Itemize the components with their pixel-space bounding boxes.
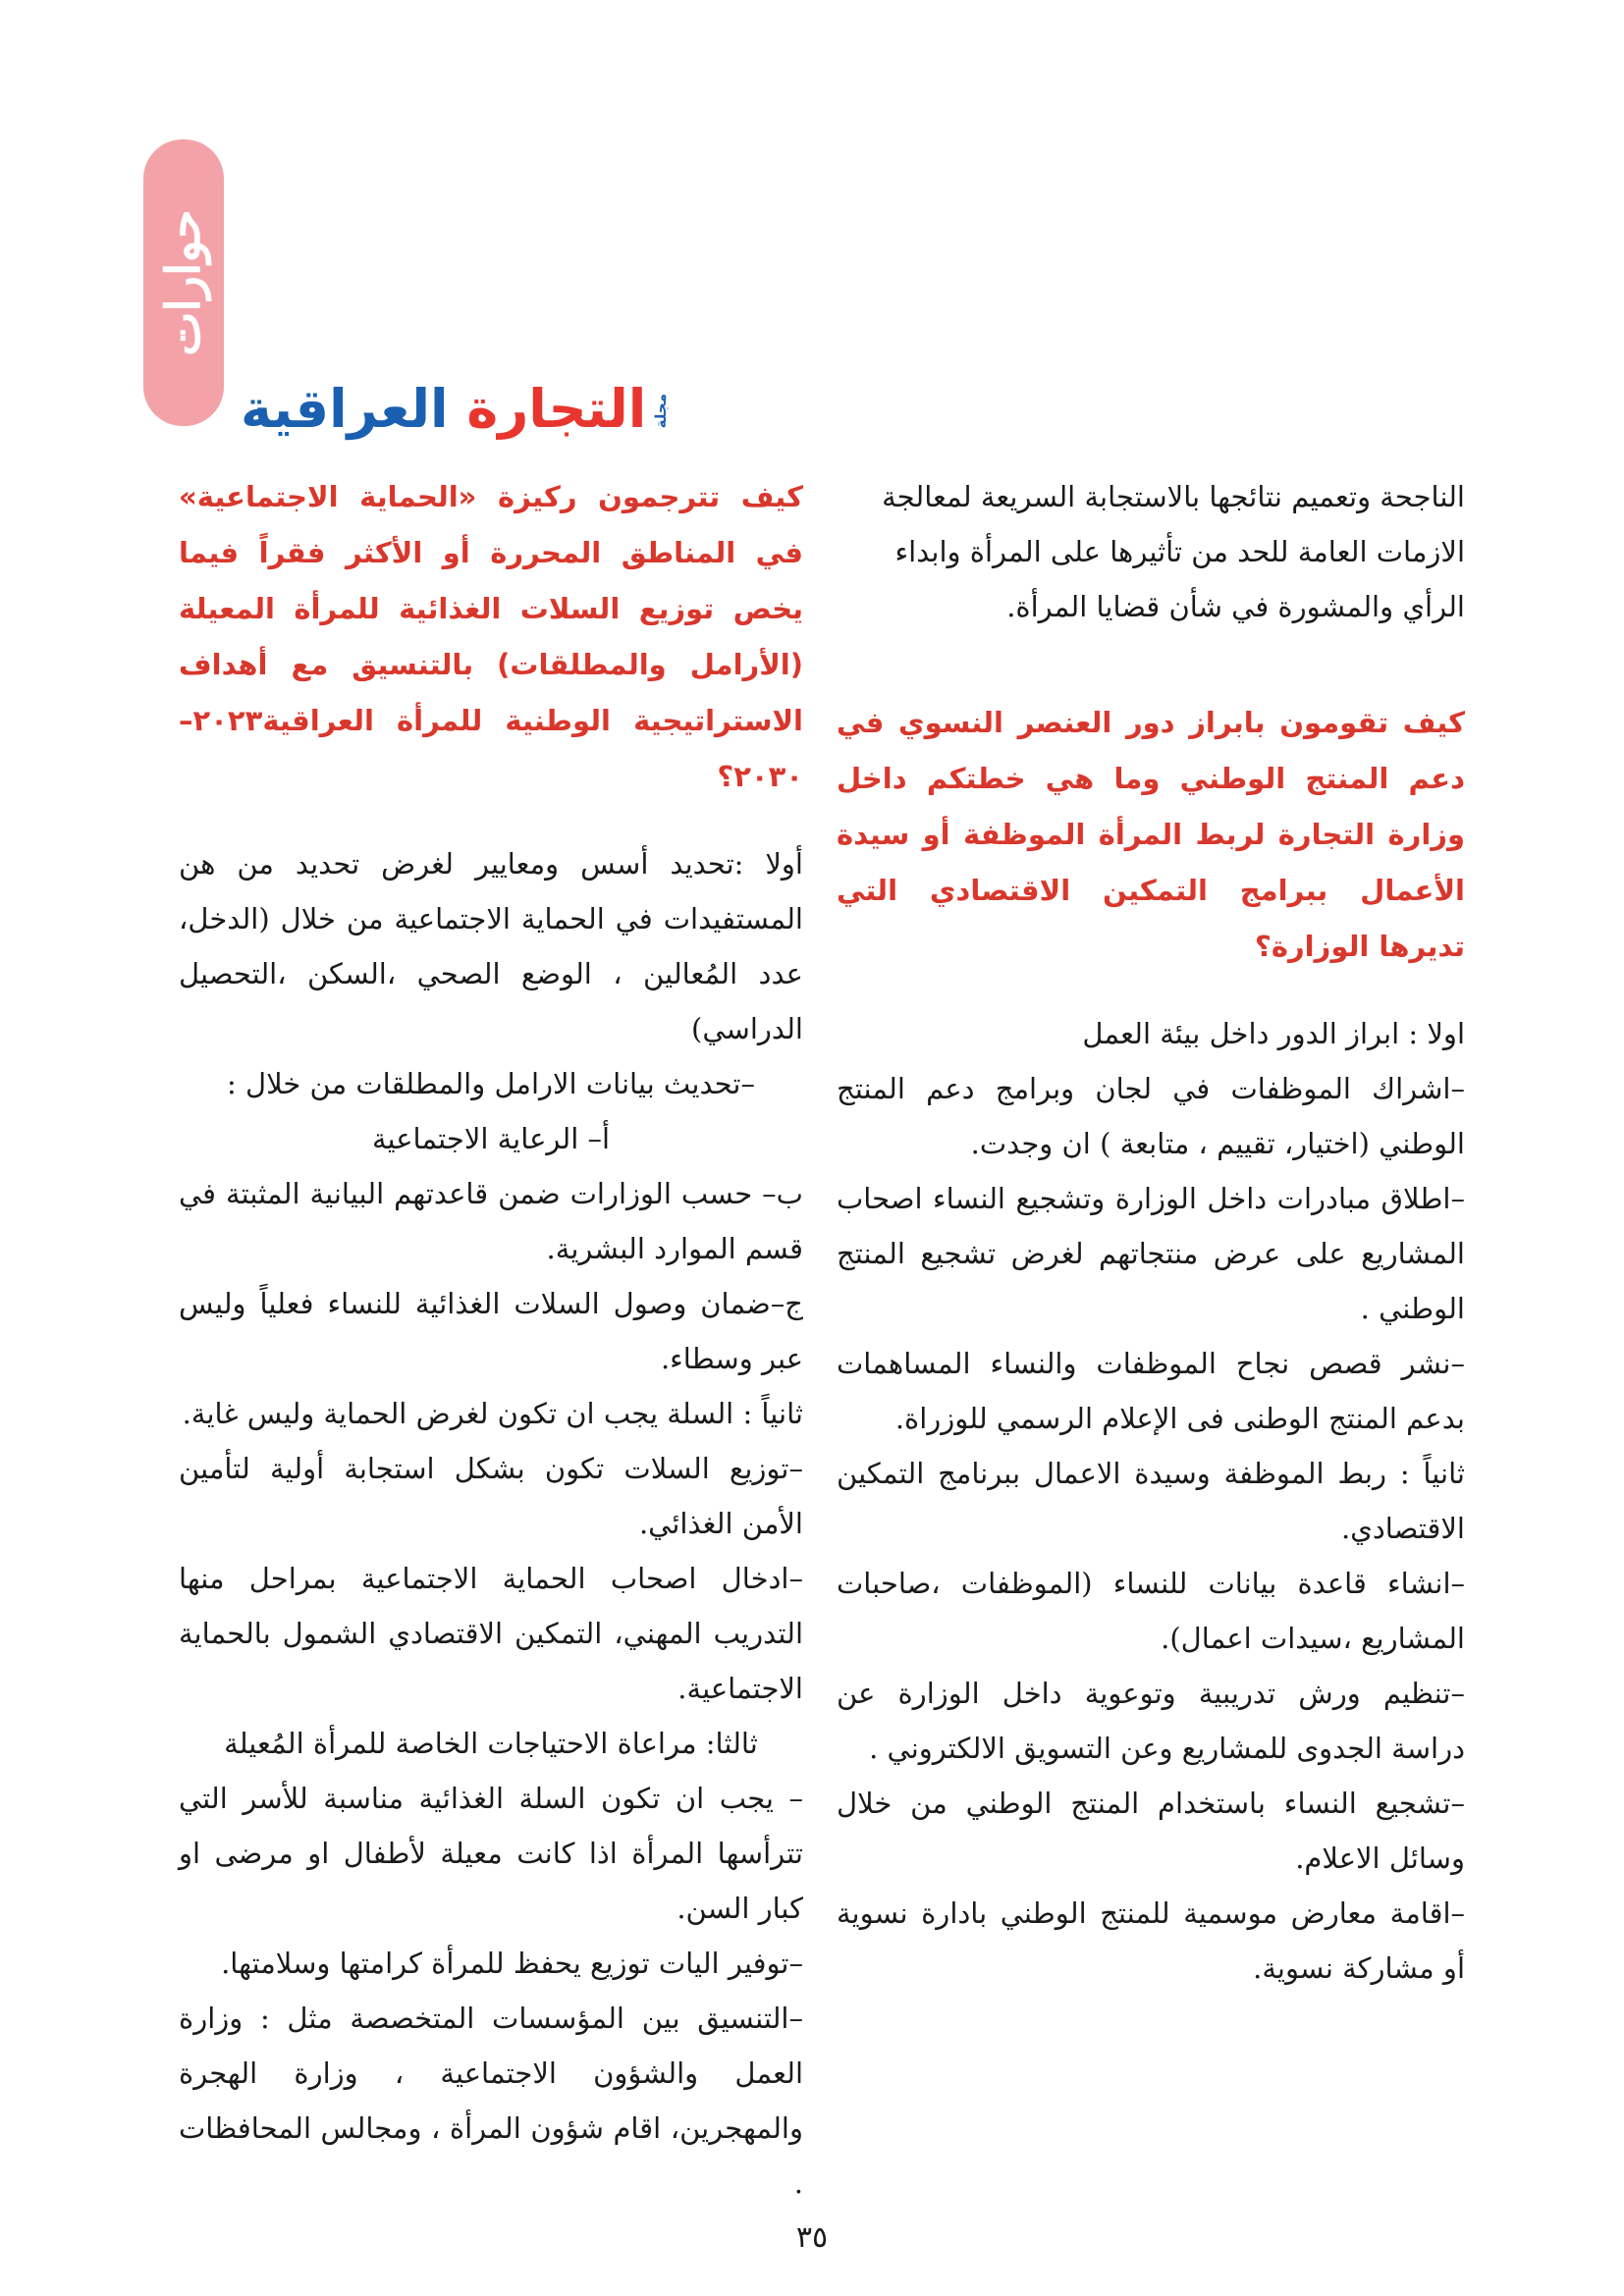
answer-paragraph: –ادخال اصحاب الحماية الاجتماعية بمراحل منها التدريب المهني، التمكين الاقتصادي الشمول بالحماية الاجتماعية. xyxy=(179,1562,803,1705)
intro-line: الازمات العامة للحد من تأثيرها على المرأة وابداء xyxy=(894,535,1465,568)
answer-paragraph: –اقامة معارض موسمية للمنتج الوطني بادارة نسوية أو مشاركة نسوية. xyxy=(837,1896,1465,1985)
masthead-title-rest: العراقية xyxy=(241,378,467,440)
question-heading: كيف تقومون بابراز دور العنصر النسوي في دعم المنتج الوطني وما هي خطتكم داخل وزارة التجارة لربط المرأة الموظفة أو سيدة الأعمال ببرامج التمكين الاقتصادي التي تديرها الوزارة؟ xyxy=(837,706,1465,963)
intro-line: الرأي والمشورة في شأن قضايا المرأة. xyxy=(1006,590,1465,623)
answer-paragraph: –توزيع السلات تكون بشكل استجابة أولية لتأمين الأمن الغذائي. xyxy=(179,1452,803,1540)
answer-paragraph: –التنسيق بين المؤسسات المتخصصة مثل : وزارة العمل والشؤون الاجتماعية ، وزارة الهجرة والمهجرين، اقام شؤون المرأة ، ومجالس المحافظات . xyxy=(179,2002,803,2200)
answer-paragraph: ثانياً : السلة يجب ان تكون لغرض الحماية وليس غاية. xyxy=(182,1397,803,1430)
answer-paragraph: –اشراك الموظفات في لجان وبرامج دعم المنتج الوطني (اختيار، تقييم ، متابعة ) ان وجدت. xyxy=(837,1072,1465,1160)
answer-paragraph: ب– حسب الوزارات ضمن قاعدتهم البيانية المثبتة في قسم الموارد البشرية. xyxy=(179,1177,803,1265)
magazine-masthead xyxy=(241,357,671,440)
answer-paragraph: أ– الرعاية الاجتماعية xyxy=(371,1122,611,1155)
answer-paragraph: –انشاء قاعدة بيانات للنساء (الموظفات ،صاحبات المشاريع ،سيدات اعمال). xyxy=(837,1567,1465,1655)
answer-paragraph: ثالثا: مراعاة الاحتياجات الخاصة للمرأة المُعيلة xyxy=(224,1727,758,1760)
answer-paragraph: –نشر قصص نجاح الموظفات والنساء المساهمات بدعم المنتج الوطنى فى الإعلام الرسمي للوزراة. xyxy=(837,1347,1465,1435)
page-number: ٣٥ xyxy=(795,2220,829,2255)
question-heading: كيف تترجمون ركيزة «الحماية الاجتماعية» في المناطق المحررة أو الأكثر فقراً فيما يخص توزيع السلات الغذائية للمرأة المعيلة (الأرامل والمطلقات) بالتنسيق مع أهداف الاستراتيجية الوطنية للمرأة العراقية٢٠٢٣–٢٠٣٠؟ xyxy=(179,480,803,793)
answer-paragraph: ج–ضمان وصول السلات الغذائية للنساء فعلياً وليس عبر وسطاء. xyxy=(179,1287,803,1375)
answer-paragraph: –توفير اليات توزيع يحفظ للمرأة كرامتها وسلامتها. xyxy=(221,1947,803,1980)
answer-paragraph: –تشجيع النساء باستخدام المنتج الوطني من خلال وسائل الاعلام. xyxy=(837,1787,1465,1875)
answer-paragraph: –تحديث بيانات الارامل والمطلقات من خلال : xyxy=(227,1067,755,1100)
answer-paragraph: اولا : ابراز الدور داخل بيئة العمل xyxy=(1082,1017,1465,1050)
section-tab-label: حوارات xyxy=(155,209,211,356)
masthead-tag: مجلة xyxy=(652,393,671,428)
masthead-title xyxy=(241,378,647,440)
answer-paragraph: –اطلاق مبادرات داخل الوزارة وتشجيع النساء اصحاب المشاريع على عرض منتجاتهم لغرض تشجيع المنتج الوطني . xyxy=(837,1182,1465,1325)
answer-paragraph: أولا :تحديد أسس ومعايير لغرض تحديد من هن المستفيدات في الحماية الاجتماعية من خلال (الدخل، عدد المُعالين ، الوضع الصحي ،السكن ،التحصيل الدراسي) xyxy=(179,847,803,1045)
masthead-title-accent: التجارة xyxy=(466,378,647,440)
section-tab xyxy=(143,139,224,426)
right-column xyxy=(837,469,1465,1996)
intro-line: الناجحة وتعميم نتائجها بالاستجابة السريعة لمعالجة xyxy=(882,480,1465,513)
left-column xyxy=(179,469,803,2211)
answer-paragraph: – يجب ان تكون السلة الغذائية مناسبة للأسر التي تترأسها المرأة اذا كانت معيلة لأطفال او مرضى او كبار السن. xyxy=(179,1782,803,1925)
answer-paragraph: –تنظيم ورش تدريبية وتوعوية داخل الوزارة عن دراسة الجدوى للمشاريع وعن التسويق الالكتروني . xyxy=(837,1677,1465,1765)
answer-paragraph: ثانياً : ربط الموظفة وسيدة الاعمال ببرنامج التمكين الاقتصادي. xyxy=(837,1457,1465,1545)
